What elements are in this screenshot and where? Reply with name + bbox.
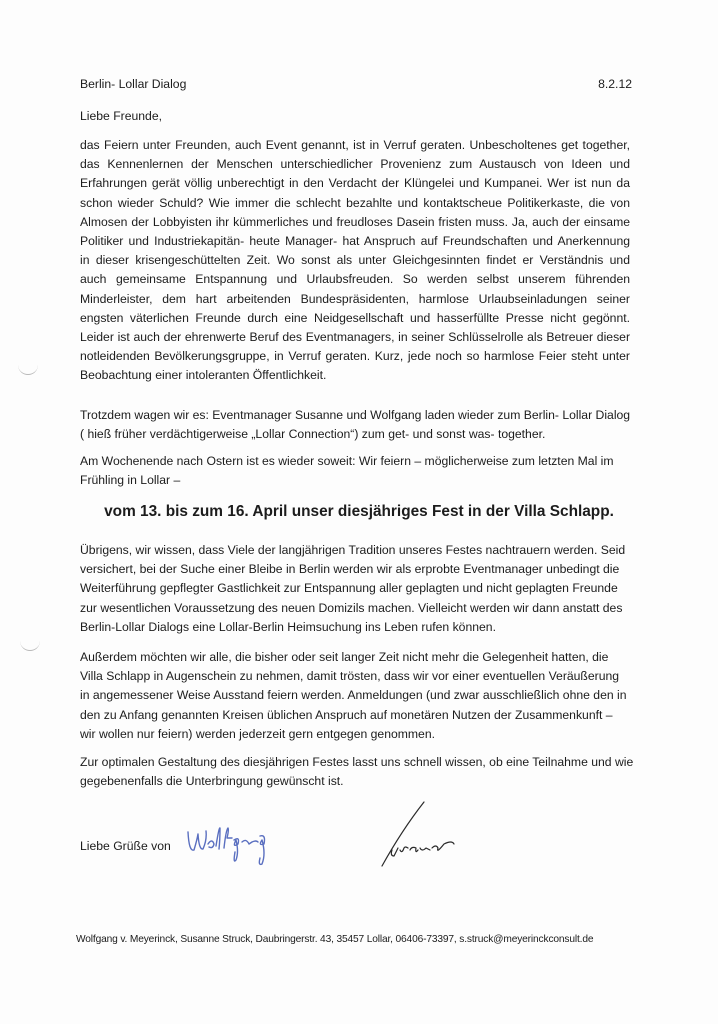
paragraph-tradition — [80, 541, 630, 637]
text-line: das Feiern unter Freunden, auch Event genannt, ist in Verruf geraten. Unbescholtenes get together, — [80, 138, 630, 152]
text-line: Weiterführung gepflegter Gastlichkeit zur Entspannung aller geplagten und nicht geplagten Freunde — [80, 581, 618, 596]
text-line: Villa Schlapp in Augenschein zu nehmen, damit trösten, dass wir vor einer eventuellen Veräußerung — [80, 669, 620, 684]
text-line: Am Wochenende nach Ostern ist es wieder soweit: Wir feiern – möglicherweise zum letzten Mal im — [80, 454, 614, 468]
text-line: den zu Anfang genannten Kreisen üblichen Anspruch auf monetären Nutzen der Zusammenkunft – — [80, 707, 613, 722]
text-line: in dieser krisengeschüttelten Zeit. Wo sonst als unter Gleichgesinnten findet er Verständnis und — [80, 253, 630, 268]
event-dates-highlight: vom 13. bis zum 16. April unser diesjähriges Fest in der Villa Schlapp. — [104, 503, 614, 520]
text-line: Berlin-Lollar Dialogs eine Lollar-Berlin Heimsuchung ins Leben rufen können. — [80, 619, 496, 634]
letter-date: 8.2.12 — [598, 77, 632, 91]
text-line: Trotzdem wagen wir es: Eventmanager Susanne und Wolfgang laden wieder zum Berlin- Lollar Dialog — [80, 408, 631, 422]
letter-title: Berlin- Lollar Dialog — [80, 77, 187, 91]
text-line: Leider ist auch der ehrenwerte Beruf des Eventmanagers, in seiner Schlüsselrolle als Betreuer dieser — [80, 330, 630, 345]
text-line: wir wollen nur feiern) werden jederzeit gern entgegen genommen. — [80, 726, 435, 741]
text-line: ( hieß früher verdächtigerweise „Lollar Connection“) zum get- und sonst was- together. — [80, 427, 546, 442]
text-line: Beobachtung einer intoleranten Öffentlichkeit. — [80, 368, 327, 383]
signature-wolfgang — [186, 822, 286, 868]
salutation: Liebe Freunde, — [80, 109, 162, 123]
text-line: engsten väterlichen Freunde durch eine Neidgesellschaft und hasserfüllte Presse nicht gegönnt. — [80, 310, 630, 325]
paragraph-invitation — [80, 406, 630, 444]
paragraph-weekend — [80, 452, 630, 490]
paragraph-registration — [80, 648, 630, 744]
text-line: Minderleister, dem hart arbeitenden Bundespräsidenten, harmlose Urlaubseinladungen seiner — [80, 291, 630, 306]
text-line: Almosen der Lobbyisten ihr kümmerliches und freudloses Dasein fristen muss. Ja, auch der einsame — [80, 214, 630, 229]
text-line: Erfahrungen gerät völlig unberechtigt in den Verdacht der Klüngelei und Kumpanei. Wer ist nun da — [80, 176, 630, 191]
text-line: versichert, bei der Suche einer Bleibe in Berlin werden wir als erprobte Eventmanager unbedingt die — [80, 562, 620, 577]
text-line: zur wesentlichen Voraussetzung des neuen Domizils machen. Vielleicht werden wir dann anstatt des — [80, 600, 623, 615]
text-line: Politiker und Industriekapitän- heute Manager- hat Anspruch auf Freundschaften und Anerkennung — [80, 234, 630, 249]
text-line: Außerdem möchten wir alle, die bisher oder seit langer Zeit nicht mehr die Gelegenheit hatten, die — [80, 650, 609, 664]
text-line: Frühling in Lollar – — [80, 473, 181, 488]
text-line: in angemessener Weise Ausstand feiern werden. Anmeldungen (und zwar ausschließlich ohne den in — [80, 688, 627, 703]
punch-hole-mark — [20, 636, 40, 651]
text-line: notleidenden Bevölkerungsgruppe, in Verruf geraten. Kurz, jede noch so harmlose Feier steht unter — [80, 349, 630, 364]
text-line: das Kennenlernen der Menschen unterschiedlicher Provenienz zum Austausch von Ideen und — [80, 157, 630, 172]
text-line: Übrigens, wir wissen, dass Viele der langjährigen Tradition unseres Festes nachtrauern werden. Seid — [80, 543, 626, 557]
text-line: auch gemeinsame Entspannung und Urlaubsfreuden. So werden selbst unserem führenden — [80, 272, 630, 287]
paragraph-rsvp — [80, 753, 634, 791]
signature-susanne — [372, 800, 482, 870]
paragraph-intro — [80, 136, 630, 386]
letter-footer-contact: Wolfgang v. Meyerinck, Susanne Struck, Daubringerstr. 43, 35457 Lollar, 06406-73397, s.struck@meyerinckconsult.de — [76, 934, 594, 945]
text-line: schon wieder Schuld? Wie immer die schlecht bezahlte und kontaktscheue Politikerkaste, die von — [80, 195, 630, 210]
text-line: gegebenenfalls die Unterbringung gewünscht ist. — [80, 774, 344, 789]
letter-header — [80, 76, 632, 92]
closing-greeting: Liebe Grüße von — [80, 839, 171, 853]
punch-hole-mark — [18, 360, 38, 375]
text-line: Zur optimalen Gestaltung des diesjährigen Festes lasst uns schnell wissen, ob eine Teilnahme und wie — [80, 755, 634, 769]
